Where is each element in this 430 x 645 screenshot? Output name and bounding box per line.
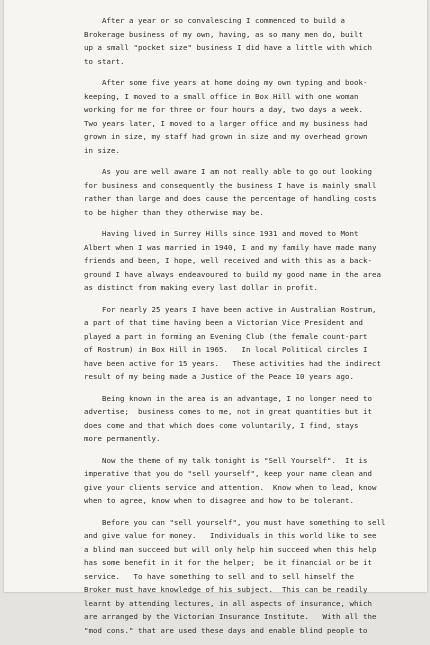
text-line: has some benefit in it for the helper; be it financial or be it xyxy=(84,558,372,567)
document-page xyxy=(4,0,427,635)
paragraph-1 xyxy=(84,14,422,68)
text-line: to start. xyxy=(84,56,125,66)
text-line: keeping, I moved to a small office in Box Hill with one woman xyxy=(84,91,359,101)
text-line: imperative that you do "sell yourself", keep your name clean and xyxy=(84,469,372,478)
text-line: Before you can "sell yourself", you must have something to sell xyxy=(84,517,386,527)
text-line: Broker must have knowledge of his subject. This can be readily xyxy=(84,585,368,594)
text-line: played a part in forming an Evening Club (the female count-part xyxy=(84,331,368,341)
text-line: as distinct from making every last dollar in profit. xyxy=(84,283,318,292)
document-body xyxy=(84,14,422,645)
text-line: friends and been, I hope, well received and with this as a back- xyxy=(84,256,372,265)
paragraph-6 xyxy=(84,392,422,446)
text-line: service. To have something to sell and to sell himself the xyxy=(84,571,354,581)
paragraph-8 xyxy=(84,516,422,638)
text-line: to be higher than they otherwise may be. xyxy=(84,207,264,217)
text-line: learnt by attending lectures, in all aspects of insurance, which xyxy=(84,598,372,608)
text-line: in size. xyxy=(84,145,120,155)
paragraph-2 xyxy=(84,76,422,157)
text-line: After some five years at home doing my own typing and book- xyxy=(84,78,368,87)
text-line: are arranged by the Victorian Insurance Institute. With all the xyxy=(84,612,377,621)
text-line: result of my being made a Justice of the Peace 10 years ago. xyxy=(84,372,354,381)
text-line: Being known in the area is an advantage, I no longer need to xyxy=(84,393,372,403)
paragraph-5 xyxy=(84,303,422,384)
text-line: Brokerage business of my own, having, as so many men do, built xyxy=(84,29,363,39)
text-line: grown in size, my staff had grown in size and my overhead grown xyxy=(84,132,368,141)
text-line: for business and consequently the business I have is mainly small xyxy=(84,180,377,190)
paragraph-4 xyxy=(84,227,422,295)
text-line: a part of that time having been a Victorian Vice President and xyxy=(84,318,363,327)
text-line: a blind man succeed but will only help him succeed when this help xyxy=(84,544,377,554)
text-line: give your clients service and attention. Know when to lead, know xyxy=(84,482,377,492)
text-line: working for me for three or four hours a day, two days a week. xyxy=(84,105,363,114)
text-line: up a small "pocket size" business I did have a little with which xyxy=(84,43,372,52)
text-line: Albert when I was married in 1940, I and my family have made many xyxy=(84,242,377,252)
text-line: ground I have always endeavoured to build my good name in the area xyxy=(84,269,381,279)
text-line: does come and that which does come voluntarily, I find, stays xyxy=(84,420,359,430)
text-line: "mod cons." that are used these days and enable blind people to xyxy=(84,625,368,635)
paragraph-3 xyxy=(84,165,422,219)
text-line: Now the theme of my talk tonight is "Sell Yourself". It is xyxy=(84,455,368,465)
text-line: of Rostrum) in Box Hill in 1965. In local Political circles I xyxy=(84,345,368,354)
text-line: After a year or so convalescing I commenced to build a xyxy=(84,16,345,25)
text-line: advertise; business comes to me, not in great quantities but it xyxy=(84,407,372,416)
text-line: Having lived in Surrey Hills since 1931 and moved to Mont xyxy=(84,229,359,238)
text-line: rather than large and does cause the percentage of handling costs xyxy=(84,194,377,203)
text-line: Two years later, I moved to a larger office and my business had xyxy=(84,118,368,128)
text-line: have been active for 15 years. These activities had the indirect xyxy=(84,358,381,368)
text-line: more permanently. xyxy=(84,434,161,443)
text-line: when to agree, know when to disagree and how to be tolerant. xyxy=(84,496,354,505)
paragraph-7 xyxy=(84,454,422,508)
text-line: For nearly 25 years I have been active in Australian Rostrum, xyxy=(84,304,377,314)
text-line: As you are well aware I am not really able to go out looking xyxy=(84,167,372,176)
text-line: and give value for money. Individuals in this world like to see xyxy=(84,531,377,540)
